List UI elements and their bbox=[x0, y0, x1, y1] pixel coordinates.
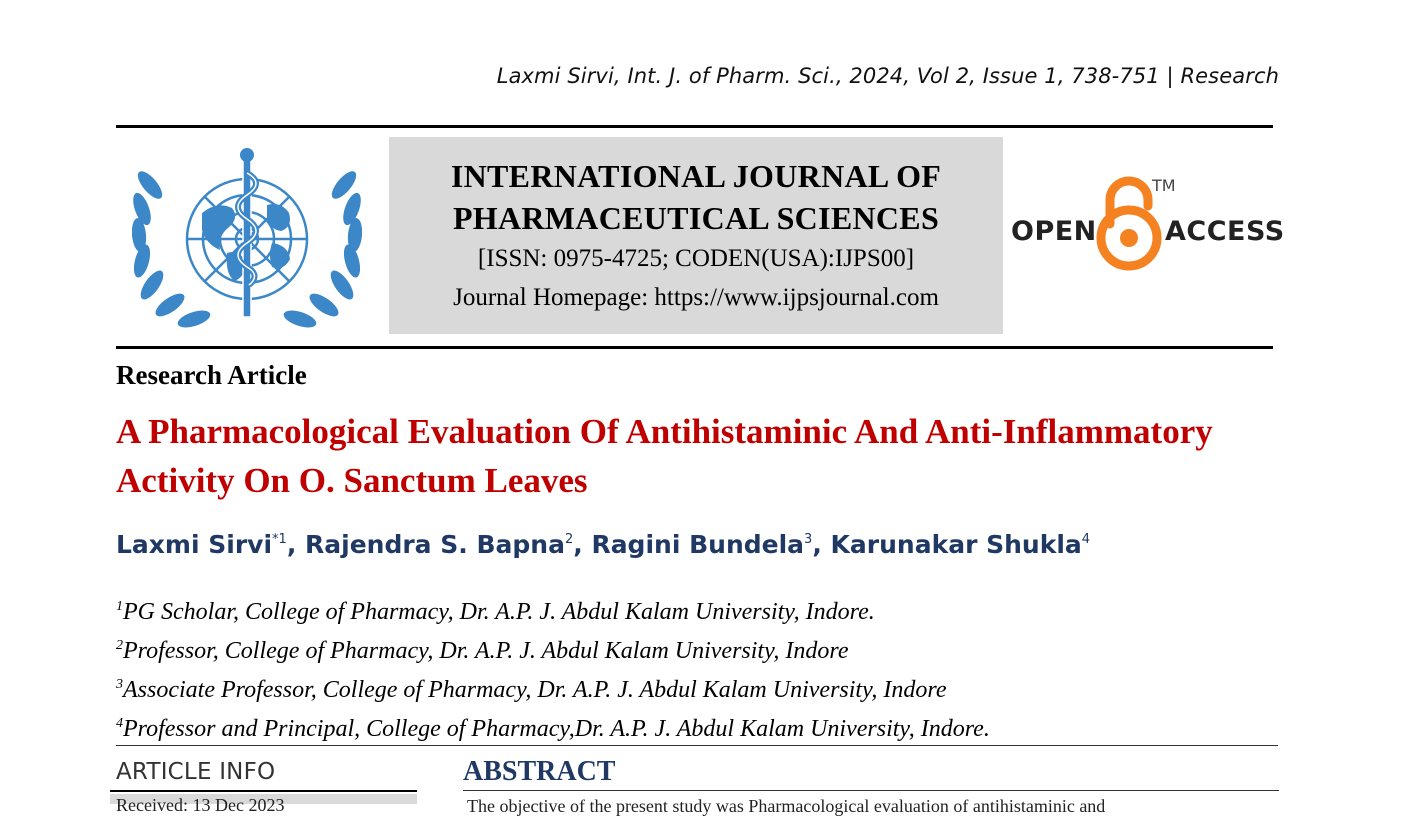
abstract-heading: ABSTRACT bbox=[463, 756, 616, 787]
journal-title-line2: PHARMACEUTICAL SCIENCES bbox=[452, 200, 940, 236]
affiliation-sup: 4 bbox=[116, 716, 123, 731]
author-sup: 2 bbox=[564, 532, 574, 547]
article-info-underline bbox=[110, 790, 417, 792]
author-separator: , bbox=[573, 530, 592, 559]
affiliation-sup: 1 bbox=[116, 599, 123, 614]
affiliation-sup: 3 bbox=[116, 677, 123, 692]
article-info-label: ARTICLE INFO bbox=[116, 759, 276, 785]
author-separator: , bbox=[812, 530, 831, 559]
affiliation-item bbox=[116, 629, 990, 668]
affiliation-text: Associate Professor, College of Pharmacy, Dr. A.P. J. Abdul Kalam University, Indore bbox=[123, 677, 947, 703]
top-divider bbox=[116, 125, 1273, 128]
un-globe-caduceus-emblem-icon bbox=[132, 143, 362, 335]
trademark-mark: TM bbox=[1152, 176, 1176, 195]
author-name[interactable]: Rajendra S. Bapna bbox=[305, 530, 565, 559]
affiliation-text: PG Scholar, College of Pharmacy, Dr. A.P. J. Abdul Kalam University, Indore. bbox=[123, 599, 875, 625]
affiliation-sup: 2 bbox=[116, 638, 123, 653]
header-bottom-divider bbox=[116, 346, 1273, 349]
journal-banner bbox=[389, 137, 1003, 334]
article-type: Research Article bbox=[116, 360, 307, 390]
author-separator: , bbox=[286, 530, 306, 559]
open-access-word-open: OPEN bbox=[1011, 216, 1097, 247]
affiliation-item bbox=[116, 707, 990, 746]
journal-homepage[interactable]: Journal Homepage: https://www.ijpsjournal.com bbox=[453, 284, 939, 311]
affiliation-list bbox=[116, 590, 990, 746]
affiliations-divider bbox=[116, 745, 1278, 746]
article-title-text: A Pharmacological Evaluation Of Antihistaminic And Anti-Inflammatory Activity On O. Sanctum Leaves bbox=[116, 412, 1213, 500]
author-name[interactable]: Karunakar Shukla bbox=[830, 530, 1082, 559]
affiliation-text: Professor, College of Pharmacy, Dr. A.P. J. Abdul Kalam University, Indore bbox=[123, 638, 849, 664]
journal-issn: [ISSN: 0975-4725; CODEN(USA):IJPS00] bbox=[477, 245, 915, 272]
affiliation-item bbox=[116, 668, 990, 707]
running-header: Laxmi Sirvi, Int. J. of Pharm. Sci., 2024, Vol 2, Issue 1, 738-751 | Research bbox=[496, 64, 1279, 88]
journal-title-line1: INTERNATIONAL JOURNAL OF bbox=[450, 158, 942, 194]
author-name[interactable]: Ragini Bundela bbox=[591, 530, 805, 559]
affiliation-item bbox=[116, 590, 990, 629]
author-sup: 3 bbox=[804, 532, 813, 547]
article-title bbox=[116, 407, 1216, 505]
article-info-received: Received: 13 Dec 2023 bbox=[116, 795, 285, 815]
affiliation-text: Professor and Principal, College of Pharmacy,Dr. A.P. J. Abdul Kalam University, Indore. bbox=[123, 716, 990, 742]
author-sup: 4 bbox=[1081, 532, 1091, 547]
author-list bbox=[116, 530, 1090, 559]
abstract-underline bbox=[463, 790, 1279, 791]
abstract-text: The objective of the present study was Pharmacological evaluation of antihistaminic and bbox=[467, 796, 1106, 816]
author-name[interactable]: Laxmi Sirvi bbox=[116, 530, 273, 559]
open-access-word-access: ACCESS bbox=[1165, 216, 1285, 247]
author-sup: *1 bbox=[272, 532, 287, 547]
